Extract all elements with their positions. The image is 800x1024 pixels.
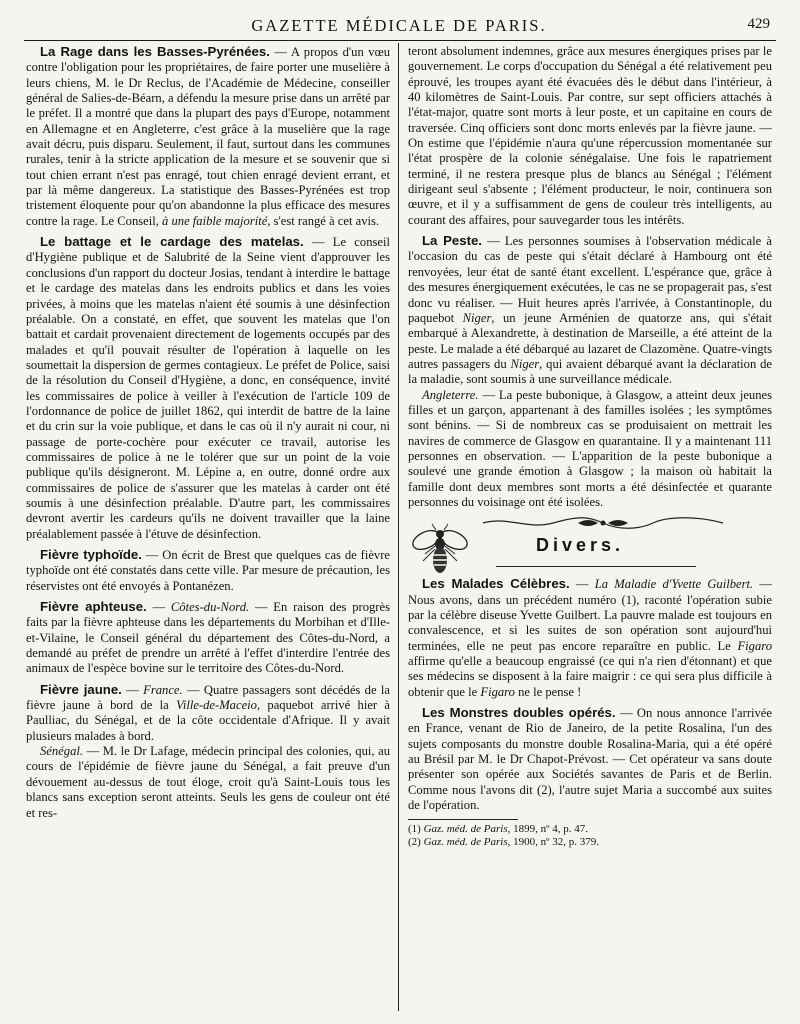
article-text: — A propos d'un vœu contre l'obligation pour les propriétaires, de faire porter une muselière à leurs chiens, M. le Dr Reclus, de l'Académie de Médecine, conseiller général de Salies-de-Béarn, a défendu la mesure prise dans un arrêté par le préfet. Il a montré que dans la plupart des pays d'Europe, notamment en Allemagne et en Angleterre, c'est grâce à la muselière que la rage avait décru, puis disparu. Seulement, il faut, surtout dans les communes rurales, tenir à la stricte application de la mesure et se souvenir que si tout chien errant n'est pas enragé, tout chien enragé devient errant, et par là même dangereux. La statistique des Basses-Pyrénées est trop tristement éloquente pour qu'on abandonne la plus efficace des mesures contre la rage. Le Conseil, bbox=[26, 45, 390, 228]
article-text-end: , s'est rangé à cet avis. bbox=[267, 213, 380, 228]
article-text-end: ne le pense ! bbox=[514, 684, 582, 699]
ornament-swirl-icon bbox=[478, 516, 728, 530]
footnote-source: Gaz. méd. de Paris bbox=[423, 823, 508, 836]
column-divider bbox=[398, 43, 399, 1011]
newspaper-name: Figaro bbox=[480, 684, 515, 699]
article-text: — On écrit de Brest que quelques cas de fièvre typhoïde ont été constatés dans cette ville. Par mesure de précaution, les réservistes ont été envoyés à Pontanézen. bbox=[26, 548, 390, 593]
article-fievre-jaune: Fièvre jaune. — France. — Quatre passagers sont décédés de la fièvre jaune à bord de la Ville-de-Maceio, paquebot arrivé hier à Paulliac, du Sénégal, et de la côte occidentale d'Afrique. Il y avait plusieurs malades à bord. Sénégal. — M. le Dr Lafage, médecin principal des colonies, qui, au cours de l'épidémie de fièvre jaune du Sénégal, a fait preuve d'un dévouement au-dessus de tout éloge, croit qu'à Saint-Louis tous les blancs sans exception seront atteints. Seuls les gens de couleur ont été et res- bbox=[26, 681, 390, 820]
page-header bbox=[26, 14, 772, 38]
right-column bbox=[408, 44, 772, 848]
article-subheading: France. bbox=[143, 682, 183, 697]
section-divider bbox=[408, 514, 772, 576]
ship-name: Niger bbox=[462, 310, 492, 325]
article-heading: Le battage et le cardage des matelas. bbox=[40, 234, 304, 250]
article-text-end: , qui avaient débarqué avant la déclaration de la maladie, sont soumis à une surveillance médicale. bbox=[408, 356, 773, 387]
article-rage bbox=[26, 44, 390, 229]
footnote-text: , 1899, nº 4, p. 47. bbox=[507, 823, 589, 836]
footnote-source: Gaz. méd. de Paris bbox=[423, 835, 508, 848]
article-peste bbox=[408, 233, 772, 510]
footnote-marker: (1) bbox=[408, 823, 421, 836]
section-title: Divers. bbox=[536, 535, 625, 556]
article-text-mid: affirme qu'elle a beaucoup engraissé (ce qui n'a rien d'étonnant) et que ses médecins se disposent à la faire maigrir : ce qui sera plus difficile à obtenir que le bbox=[408, 654, 772, 699]
article-heading: Fièvre typhoïde. bbox=[40, 547, 142, 562]
newspaper-name: Figaro bbox=[737, 638, 772, 653]
article-monstres-doubles bbox=[408, 705, 772, 813]
article-heading: Les Monstres doubles opérés. bbox=[422, 705, 616, 721]
article-aphteuse: Fièvre aphteuse. — Côtes-du-Nord. — En raison des progrès faits par la fièvre aphteuse dans les départements du Morbihan et d'Ille-et-Vilaine, le Conseil général du département des Côtes-du-Nord, a demandé au préfet de prendre un arrêté à l'effet d'interdire l'entrée des animaux de l'espèce bovine sur le territoire des Côtes-du-Nord. bbox=[26, 599, 390, 676]
article-text-mid: , un jeune Arménien de quatorze ans, qui s'était embarqué à Alexandrette, à destination de Marseille, a été atteint de la peste. Le malade a été débarqué au lazaret de Clazomène. Quatre-vingts autres passagers du bbox=[408, 310, 773, 371]
ship-name: Niger bbox=[510, 356, 540, 371]
article-senegal-cont bbox=[408, 44, 772, 228]
article-typhoide bbox=[26, 547, 390, 594]
footnote bbox=[408, 823, 772, 836]
journal-title: GAZETTE MÉDICALE DE PARIS. bbox=[251, 16, 547, 35]
article-text: — On nous annonce l'arrivée en France, venant de Rio de Janeiro, de la petite Rosalina, l'un des sujets composants du monstre double Rosalina-Maria, qui a été opéré au Brésil par M. le Dr Chapot-Prévost. — Cet opérateur va sans doute présenter son opérée aux Sociétés savantes de Paris et de Berlin. Comme nous l'avons dit (2), l'autre sujet Maria a succombé aux suites de l'opération. bbox=[408, 706, 772, 813]
article-text: — La peste bubonique, à Glasgow, a atteint deux jeunes filles et un garçon, appartenant à des familles isolées ; les symptômes sont bénins. — Si de nombreux cas se produisaient on mettrait les navires de commerce de Glasgow en quarantaine. Il y a maintenant 111 personnes en observation. — L'apparition de la peste bubonique a soulevé une grande émotion à Glasgow ; la maison où habitait la famille dont deux membres sont morts a été désinfectée et quarante personnes du voisinage ont été isolées. bbox=[408, 387, 772, 509]
article-heading: Les Malades Célèbres. bbox=[422, 576, 570, 592]
article-subheading: Angleterre. bbox=[422, 387, 479, 402]
article-text: — Quatre passagers sont décédés de la fièvre jaune à bord de la bbox=[26, 682, 390, 713]
article-text: — M. le Dr Lafage, médecin principal des colonies, qui, au cours de l'épidémie de fièvre jaune du Sénégal, a fait preuve d'un dévouement au-dessus de tout éloge, croit qu'à Saint-Louis tous les blancs sans exception seront atteints. Seuls les gens de couleur ont été et res- bbox=[26, 744, 390, 820]
article-text: teront absolument indemnes, grâce aux mesures énergiques prises par le gouvernement. Le corps d'occupation du Sénégal a été relativement peu éprouvé, les troupes ayant été évacuées dès le début dans l'intérieur, à 40 kilomètres de Saint-Louis. Par contre, sur sept officiers attachés à l'état-major, quatre sont morts à leur poste, et un capitaine en cours de traversée. Cinq officiers sont donc morts enlevés par la fièvre jaune. — On estime que l'épidémie n'aura qu'une répercussion momentanée sur l'état prospère de la colonie sénégalaise. Une fois le rapatriement terminé, il ne restera presque plus de blancs au Sénégal ; l'élément dirigeant seul s'absente ; l'élément producteur, le noir, continuera son œuvre, et il y a suffisamment de gens de couleur très intelligents, au courant des affaires, pour sauvegarder tous les intérêts. bbox=[408, 44, 772, 227]
footnote-marker: (2) bbox=[408, 835, 421, 848]
section-title-rule bbox=[496, 566, 696, 567]
article-subheading: La Maladie d'Yvette Guilbert. bbox=[594, 577, 754, 592]
article-text-end: , paquebot arrivé hier à Paulliac, du Sénégal, et de la côte occidentale d'Afrique. Il y avait plusieurs malades à bord. bbox=[26, 698, 390, 743]
article-text: — Le conseil d'Hygiène publique et de Salubrité de la Seine vient d'approuver les conclusions d'un rapport du docteur Josias, tendant à interdire le battage et le cardage des matelas dans les endroits publics et dans les voies privées, à moins que les matelas n'aient été soumis à une désinfection préalable. On a constaté, en effet, que souvent les matelas que l'on battait et cardait provenaient directement de logements occupés par des malades et qu'il pouvait résulter de l'opération à laquelle on les soumettait la dispersion de germes contagieux. Le préfet de Police, saisi de la résolution du Conseil d'Hygiène, a donc, en conséquence, invité les commissaires de police à veiller à l'exécution de l'article 109 de l'ordonnance de police de juillet 1862, qui interdit de battre de la laine et du crin sur la voie publique, et dans le cas où il n'y aurait ni cour, ni passage de porte-cochère pour exécuter ce travail, autorise les commissaires de police à ne le tolérer que sur un point de la voie publique qu'ils désigneront. M. Lépine a, en outre, donné ordre aux commissaires de police de s'assurer que les matelas à carder ont été soumis à une désinfection préalable. D'autre part, les commissaires devront avertir les cardeurs qu'ils ne doivent travailler que la laine préalablement passée à l'étuve de désinfection. bbox=[26, 235, 390, 541]
page-number: 429 bbox=[747, 16, 770, 32]
left-column bbox=[26, 44, 390, 821]
article-italic: à une faible majorité bbox=[162, 213, 268, 228]
article-heading: La Rage dans les Basses-Pyrénées. bbox=[40, 44, 270, 59]
footnote-rule bbox=[408, 819, 518, 820]
article-heading: La Peste. bbox=[422, 233, 482, 249]
article-subheading: Sénégal. bbox=[40, 744, 84, 759]
article-malades-celebres: Les Malades Célèbres. — La Maladie d'Yvette Guilbert. — Nous avons, dans un précédent numéro (1), raconté l'opération subie par la célèbre diseuse Yvette Guilbert. La pauvre malade est toujours en convalescence, et si les suites de son opération sont aujourd'hui terminées, elle ne peut pas encore reparaître en public. Le Figaro affirme qu'elle a beaucoup engraissé (ce qui n'a rien d'étonnant) et que ses médecins se disposent à la faire maigrir : ce qui sera plus difficile à obtenir que le Figaro ne le pense ! bbox=[408, 576, 772, 699]
article-matelas bbox=[26, 234, 390, 542]
article-text: — En raison des progrès faits par la fièvre aphteuse dans les départements du Morbihan et d'Ille-et-Vilaine, le Conseil général du département des Côtes-du-Nord, a demandé au préfet de prendre un arrêté à l'effet d'interdire l'entrée des animaux de l'espèce bovine sur le territoire des Côtes-du-Nord. bbox=[26, 600, 390, 676]
article-text: — Les personnes soumises à l'observation médicale à l'occasion du cas de peste qui s'était déclaré à Hambourg ont été renvoyées, leur état de santé étant excellent. L'espérance que, grâce à des mesures énergiquement exécutées, le cas ne se propagerait pas, s'est donc vu réaliser. — Huit heures après l'arrivée, à Constantinople, du paquebot bbox=[408, 234, 772, 325]
article-heading: Fièvre jaune. bbox=[40, 681, 122, 697]
header-rule bbox=[24, 40, 776, 41]
bee-emblem-icon bbox=[410, 522, 470, 578]
article-subheading: Côtes-du-Nord. bbox=[170, 600, 250, 615]
article-text: — Nous avons, dans un précédent numéro (1), raconté l'opération subie par la célèbre diseuse Yvette Guilbert. La pauvre malade est toujours en convalescence, et si les suites de son opération sont aujourd'hui terminées, elle ne peut pas encore reparaître en public. Le bbox=[408, 577, 772, 653]
footnote-text: , 1900, nº 32, p. 379. bbox=[507, 835, 600, 848]
article-heading: Fièvre aphteuse. bbox=[40, 599, 147, 615]
footnote bbox=[408, 836, 772, 849]
ship-name: Ville-de-Maceio bbox=[176, 698, 257, 713]
